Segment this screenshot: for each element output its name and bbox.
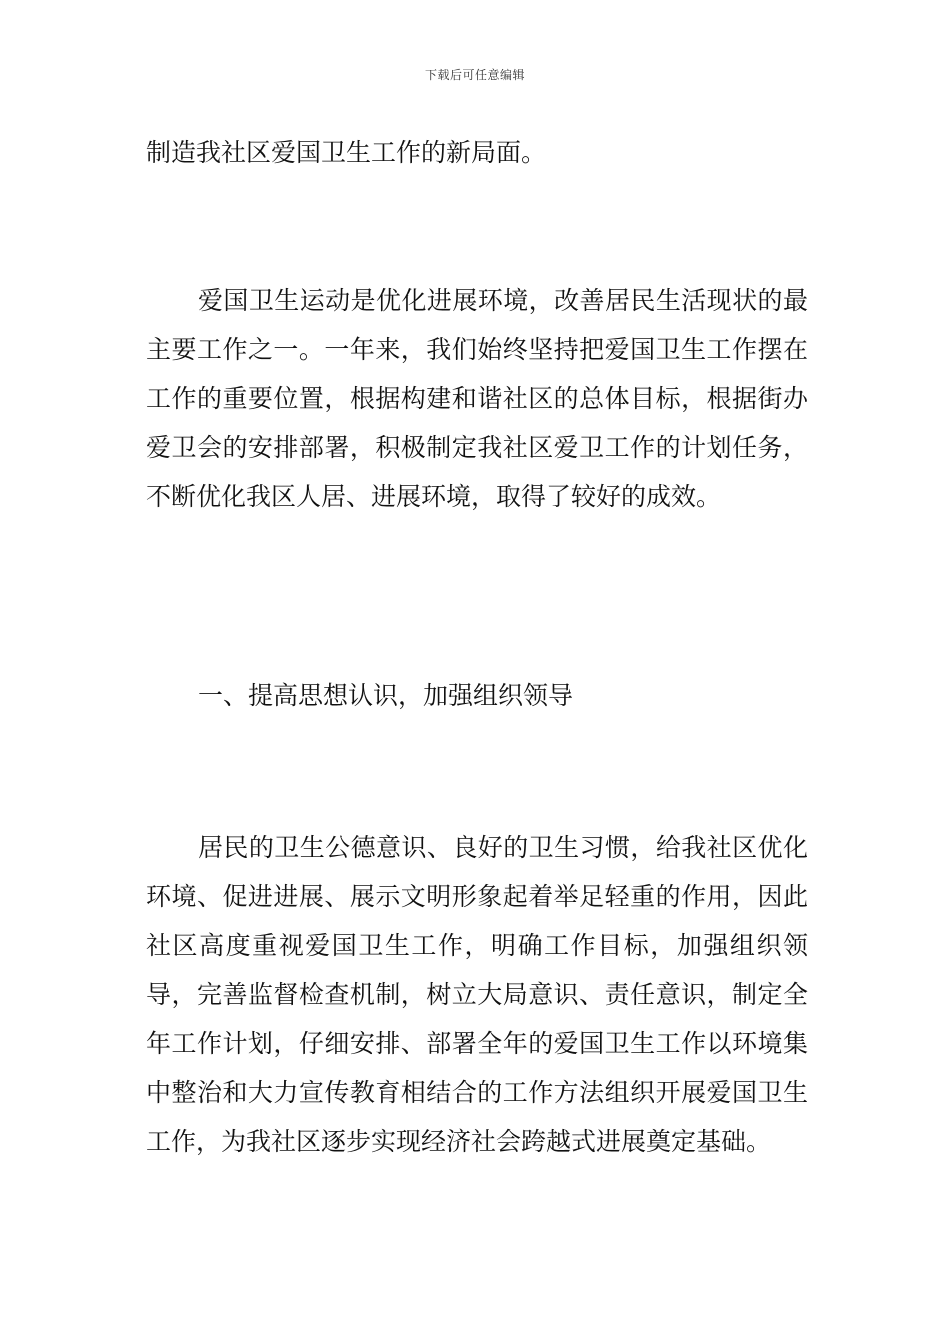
paragraph-continuation: 制造我社区爱国卫生工作的新局面。: [146, 138, 547, 167]
paragraph-intro: 爱国卫生运动是优化进展环境，改善居民生活现状的最主要工作之一。一年来，我们始终坚持把爱国卫生工作摆在工作的重要位置，根据构建和谐社区的总体目标，根据街办爱卫会的安排部署，积极制定我社区爱卫工作的计划任务，不断优化我区人居、进展环境，取得了较好的成效。: [146, 286, 808, 511]
paragraph-section-body: 居民的卫生公德意识、良好的卫生习惯，给我社区优化环境、促进进展、展示文明形象起着举足轻重的作用，因此社区高度重视爱国卫生工作，明确工作目标，加强组织领导，完善监督检查机制，树立大局意识、责任意识，制定全年工作计划，仔细安排、部署全年的爱国卫生工作以环境集中整治和大力宣传教育相结合的工作方法组织开展爱国卫生工作，为我社区逐步实现经济社会跨越式进展奠定基础。: [146, 833, 808, 1156]
section-heading: 一、提高思想认识，加强组织领导: [198, 681, 574, 710]
page-header: 下载后可任意编辑: [424, 68, 525, 82]
